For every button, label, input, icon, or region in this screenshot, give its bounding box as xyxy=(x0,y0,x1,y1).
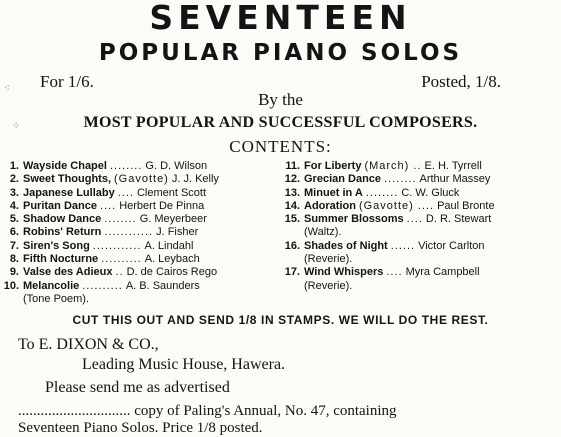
item-composer: Clement Scott xyxy=(136,186,207,199)
item-note: (Waltz). xyxy=(304,226,342,239)
composers-heading: MOST POPULAR AND SUCCESSFUL COMPOSERS. xyxy=(83,114,478,131)
item-leader: ............ xyxy=(104,226,154,239)
contents-item xyxy=(2,187,270,200)
contents-item xyxy=(2,173,270,186)
item-composer: Paul Bronte xyxy=(437,199,495,212)
item-composer: E. H. Tyrrell xyxy=(424,160,482,172)
contents-item xyxy=(2,280,270,293)
item-number: 10. xyxy=(3,279,19,292)
item-title: Wayside Chapel xyxy=(23,160,107,172)
item-title: Summer Blossoms xyxy=(304,213,404,226)
contents-item xyxy=(283,240,561,253)
contents-item xyxy=(2,253,270,266)
contents-item xyxy=(2,213,270,226)
cut-out-instruction: CUT THIS OUT AND SEND 1/8 IN STAMPS. WE WILL DO THE REST. xyxy=(72,313,489,327)
item-title: Adoration xyxy=(304,199,356,212)
item-number: 17. xyxy=(284,266,300,279)
item-title: Valse des Adieux xyxy=(23,266,113,279)
item-leader: ........ xyxy=(365,186,399,199)
item-number: 1. xyxy=(9,160,19,172)
contents-list-right xyxy=(283,160,561,293)
item-composer: D. R. Stewart xyxy=(425,213,492,226)
item-title: For Liberty xyxy=(304,160,362,172)
item-number: 7. xyxy=(9,239,19,252)
item-composer: G. Meyerbeer xyxy=(139,213,207,226)
contents-item xyxy=(2,226,270,239)
item-leader: .......... xyxy=(82,279,123,292)
contents-item xyxy=(2,240,270,253)
item-composer: A. Lindahl xyxy=(144,239,194,252)
contents-item xyxy=(283,187,561,200)
item-leader: ........ xyxy=(109,160,143,172)
contents-item xyxy=(283,173,561,186)
item-title: Sweet Thoughts, xyxy=(23,173,111,186)
item-title: Robins' Return xyxy=(23,226,102,239)
item-number: 8. xyxy=(9,253,19,266)
item-note: (Reverie). xyxy=(304,253,353,266)
address-to: To E. DIXON & CO., xyxy=(18,336,159,353)
print-speck: ⁖ xyxy=(4,83,10,94)
order-copy-blank[interactable]: .............................. xyxy=(18,403,131,419)
order-solos-line: Seventeen Piano Solos. Price 1/8 posted. xyxy=(18,420,263,436)
item-number: 16. xyxy=(284,239,300,252)
contents-item xyxy=(283,160,561,173)
item-title: Shades of Night xyxy=(304,239,388,252)
item-leader: ...... xyxy=(390,239,416,252)
item-composer: Herbert De Pinna xyxy=(119,199,205,212)
address-house: Leading Music House, Hawera. xyxy=(82,356,286,373)
item-leader: (March) .. xyxy=(364,160,422,172)
order-copy-line xyxy=(18,402,397,420)
item-composer: C. W. Gluck xyxy=(401,186,460,199)
by-line: By the xyxy=(258,90,303,109)
item-title: Wind Whispers xyxy=(304,266,384,279)
ad-title: SEVENTEEN xyxy=(149,0,412,37)
item-title: Siren's Song xyxy=(23,239,90,252)
item-composer: J. Fisher xyxy=(156,226,199,239)
item-number: 6. xyxy=(9,226,19,239)
item-leader: .... xyxy=(406,213,423,226)
item-leader: ........ xyxy=(384,173,417,186)
contents-item xyxy=(2,160,270,173)
item-leader: .... xyxy=(117,186,134,199)
item-number: 12. xyxy=(284,173,300,186)
item-title: Melancolie xyxy=(23,279,80,292)
contents-item xyxy=(2,266,270,279)
item-composer: Arthur Massey xyxy=(419,173,491,186)
contents-heading: CONTENTS: xyxy=(229,137,332,156)
item-number: 2. xyxy=(9,173,19,186)
item-number: 13. xyxy=(284,186,300,199)
item-title: Fifth Nocturne xyxy=(23,253,99,266)
order-copy-text: copy of Paling's Annual, No. 47, containing xyxy=(134,403,397,419)
item-number: 5. xyxy=(9,213,19,226)
price-label: For 1/6. xyxy=(40,72,94,91)
item-composer: D. de Cairos Rego xyxy=(126,266,218,279)
contents-list-left xyxy=(2,160,270,306)
item-number: 11. xyxy=(285,160,300,172)
print-speck: ⁘ xyxy=(12,121,21,132)
item-title: Minuet in A xyxy=(304,186,363,199)
item-title: Grecian Dance xyxy=(304,173,382,186)
item-leader: ............ xyxy=(92,239,142,252)
item-number: 14. xyxy=(284,199,300,212)
item-note: (Tone Poem). xyxy=(23,292,90,305)
contents-item xyxy=(283,213,561,226)
item-title: Puritan Dance xyxy=(23,199,97,212)
item-composer: A. Leybach xyxy=(144,253,200,266)
item-title: Shadow Dance xyxy=(23,213,102,226)
item-composer: Victor Carlton xyxy=(418,239,485,252)
item-number: 9. xyxy=(9,266,19,279)
item-leader: ........ xyxy=(104,213,137,226)
ad-subtitle: POPULAR PIANO SOLOS xyxy=(98,40,463,66)
contents-item xyxy=(2,200,270,213)
item-composer: G. D. Wilson xyxy=(145,160,208,172)
item-leader: (Gavotte) .... xyxy=(358,199,435,212)
item-leader: .... xyxy=(386,266,403,279)
item-composer: J. J. Kelly xyxy=(171,173,219,186)
item-leader: .... xyxy=(99,199,117,212)
posted-price-label: Posted, 1/8. xyxy=(421,72,501,91)
item-note: (Reverie). xyxy=(304,279,353,292)
item-composer: A. B. Saunders xyxy=(125,279,200,292)
item-title: Japanese Lullaby xyxy=(23,186,115,199)
order-request: Please send me as advertised xyxy=(45,379,230,396)
item-leader: (Gavotte) xyxy=(114,173,169,186)
item-number: 3. xyxy=(9,186,19,199)
contents-item xyxy=(283,266,561,279)
item-number: 4. xyxy=(9,199,19,212)
contents-item xyxy=(283,200,561,213)
item-leader: .. xyxy=(115,266,124,279)
item-composer: Myra Campbell xyxy=(405,266,480,279)
item-leader: .......... xyxy=(101,253,142,266)
item-number: 15. xyxy=(284,213,300,226)
